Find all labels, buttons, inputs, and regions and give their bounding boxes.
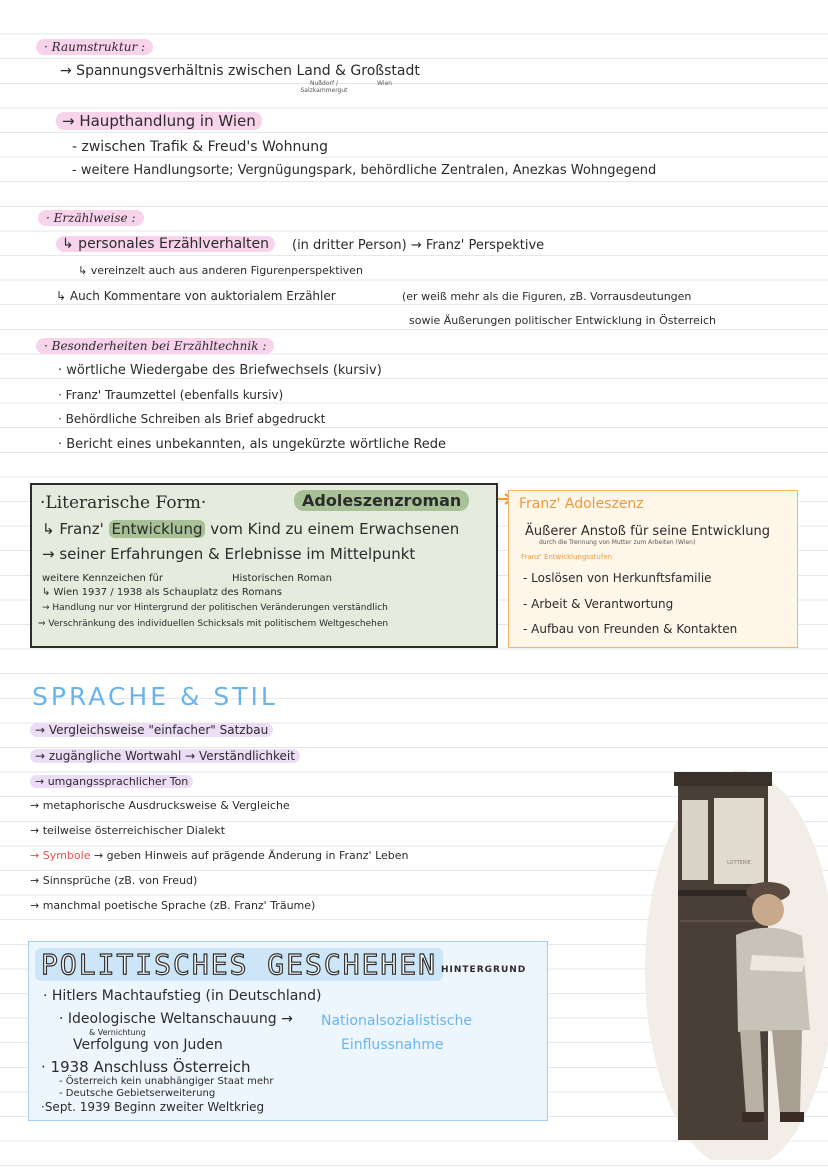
note-stadt: Wien bbox=[377, 80, 392, 87]
sprache-item-2 bbox=[30, 749, 300, 763]
erzaehlweise-line-4: sowie Äußerungen politischer Entwicklung in Österreich bbox=[409, 314, 717, 327]
raumstruktur-line-3: - zwischen Trafik & Freud's Wohnung bbox=[72, 139, 328, 155]
politik-line-7: ·Sept. 1939 Beginn zweiter Weltkrieg bbox=[41, 1100, 265, 1114]
literarische-form-title: ·Literarische Form· bbox=[40, 493, 207, 513]
hintergrund-tag: HINTERGRUND bbox=[441, 965, 527, 975]
note-land: Nußdorf / Salzkammergut bbox=[300, 80, 348, 94]
politik-line-2: · Ideologische Weltanschauung → bbox=[59, 1011, 293, 1027]
politik-line-3-note: & Vernichtung bbox=[89, 1028, 146, 1037]
sprache-item-5: → teilweise österreichischer Dialekt bbox=[30, 824, 226, 837]
sprache-item-7: → Sinnsprüche (zB. von Freud) bbox=[30, 874, 198, 887]
adoleszenz-subheader: Franz' Entwicklungsstufen bbox=[521, 553, 613, 561]
erzaehlweise-header: · Erzählweise : bbox=[38, 210, 144, 226]
adoleszenz-box bbox=[508, 490, 798, 648]
literarische-form-line-4: ↳ Wien 1937 / 1938 als Schauplatz des Romans bbox=[42, 587, 282, 598]
politik-line-4: · 1938 Anschluss Österreich bbox=[41, 1058, 251, 1076]
besonderheiten-header: · Besonderheiten bei Erzähltechnik : bbox=[36, 338, 274, 354]
besonderheiten-item-1: · wörtliche Wiedergabe des Briefwechsels (kursiv) bbox=[58, 363, 382, 378]
politik-line-2-blue: Nationalsozialistische bbox=[321, 1013, 472, 1029]
literarische-form-line-3b: Historischen Roman bbox=[232, 573, 332, 584]
line-1-prefix: ↳ Franz' bbox=[42, 520, 104, 538]
adoleszenz-title: Franz' Adoleszenz bbox=[519, 496, 644, 512]
literarische-form-line-2: → seiner Erfahrungen & Erlebnisse im Mittelpunkt bbox=[42, 545, 416, 563]
kiosk-poster-text: LOTTERIE bbox=[727, 860, 751, 866]
besonderheiten-item-4: · Bericht eines unbekannten, als ungekürzte wörtliche Rede bbox=[58, 437, 447, 452]
sprache-item-1-text: → Vergleichsweise "einfacher" Satzbau bbox=[30, 723, 273, 737]
literarische-form-line-1 bbox=[42, 520, 459, 538]
erzaehlweise-line-2: ↳ vereinzelt auch aus anderen Figurenperspektiven bbox=[78, 264, 363, 277]
adoleszenz-item-1: - Loslösen von Herkunftsfamilie bbox=[523, 571, 712, 585]
sprache-item-3-text: → umgangssprachlicher Ton bbox=[30, 775, 193, 788]
besonderheiten-item-2: · Franz' Traumzettel (ebenfalls kursiv) bbox=[58, 388, 284, 402]
politik-box bbox=[28, 941, 548, 1121]
raumstruktur-header: · Raumstruktur : bbox=[36, 39, 153, 55]
adoleszenz-item-2: - Arbeit & Verantwortung bbox=[523, 597, 674, 611]
literarische-form-line-3a: weitere Kennzeichen für bbox=[42, 573, 163, 584]
sprache-item-2-text: → zugängliche Wortwahl → Verständlichkeit bbox=[30, 749, 300, 763]
adoleszenz-line-1-note: durch die Trennung von Mutter zum Arbeiten (Wien) bbox=[539, 539, 696, 546]
literarische-form-line-6: ⇒ Verschränkung des individuellen Schicksals mit politischem Weltgeschehen bbox=[38, 619, 389, 629]
adoleszenz-line-1: Äußerer Anstoß für seine Entwicklung bbox=[525, 524, 770, 539]
sprache-item-4: → metaphorische Ausdrucksweise & Vergleiche bbox=[30, 799, 290, 812]
politik-line-3-blue: Einflussnahme bbox=[341, 1037, 444, 1053]
besonderheiten-item-3: · Behördliche Schreiben als Brief abgedruckt bbox=[58, 412, 326, 426]
raumstruktur-line-1: → Spannungsverhältnis zwischen Land & Großstadt bbox=[60, 63, 420, 79]
politik-line-5: - Österreich kein unabhängiger Staat mehr bbox=[59, 1076, 274, 1087]
raumstruktur-line-4: - weitere Handlungsorte; Vergnügungspark, behördliche Zentralen, Anezkas Wohngegend bbox=[72, 163, 657, 178]
adoleszenz-item-3: - Aufbau von Freunden & Kontakten bbox=[523, 622, 738, 636]
sprache-item-6 bbox=[30, 849, 409, 862]
sprache-item-1 bbox=[30, 723, 273, 737]
sprache-item-8: → manchmal poetische Sprache (zB. Franz' Träume) bbox=[30, 899, 316, 912]
adoleszenzroman-tag: Adoleszenzroman bbox=[294, 490, 469, 511]
erzaehlweise-line-1b: (in dritter Person) → Franz' Perspektive bbox=[292, 238, 545, 253]
line-1-suffix: vom Kind zu einem Erwachsenen bbox=[210, 520, 460, 538]
politik-line-6: - Deutsche Gebietserweiterung bbox=[59, 1088, 216, 1099]
sprache-stil-title: SPRACHE & STIL bbox=[32, 682, 278, 711]
politik-title: POLITISCHES GESCHEHEN bbox=[41, 948, 438, 981]
symbole-label: → Symbole bbox=[30, 849, 91, 862]
photo-boy-with-kiosk bbox=[640, 740, 828, 1160]
politik-line-3: Verfolgung von Juden bbox=[73, 1037, 223, 1053]
erzaehlweise-line-1: ↳ personales Erzählverhalten bbox=[56, 236, 275, 252]
entwicklung-highlight: Entwicklung bbox=[109, 520, 206, 538]
symbole-rest: → geben Hinweis auf prägende Änderung in Franz' Leben bbox=[93, 849, 409, 862]
raumstruktur-line-2: → Haupthandlung in Wien bbox=[56, 112, 262, 130]
erzaehlweise-line-3b: (er weiß mehr als die Figuren, zB. Vorrausdeutungen bbox=[402, 290, 692, 303]
politik-title-wrap bbox=[35, 948, 443, 981]
politik-line-1: · Hitlers Machtaufstieg (in Deutschland) bbox=[43, 988, 322, 1004]
sprache-item-3 bbox=[30, 775, 193, 788]
literarische-form-box bbox=[30, 483, 498, 648]
literarische-form-line-5: → Handlung nur vor Hintergrund der politischen Veränderungen verständlich bbox=[42, 603, 388, 613]
erzaehlweise-line-3: ↳ Auch Kommentare von auktorialem Erzähler bbox=[56, 289, 336, 303]
